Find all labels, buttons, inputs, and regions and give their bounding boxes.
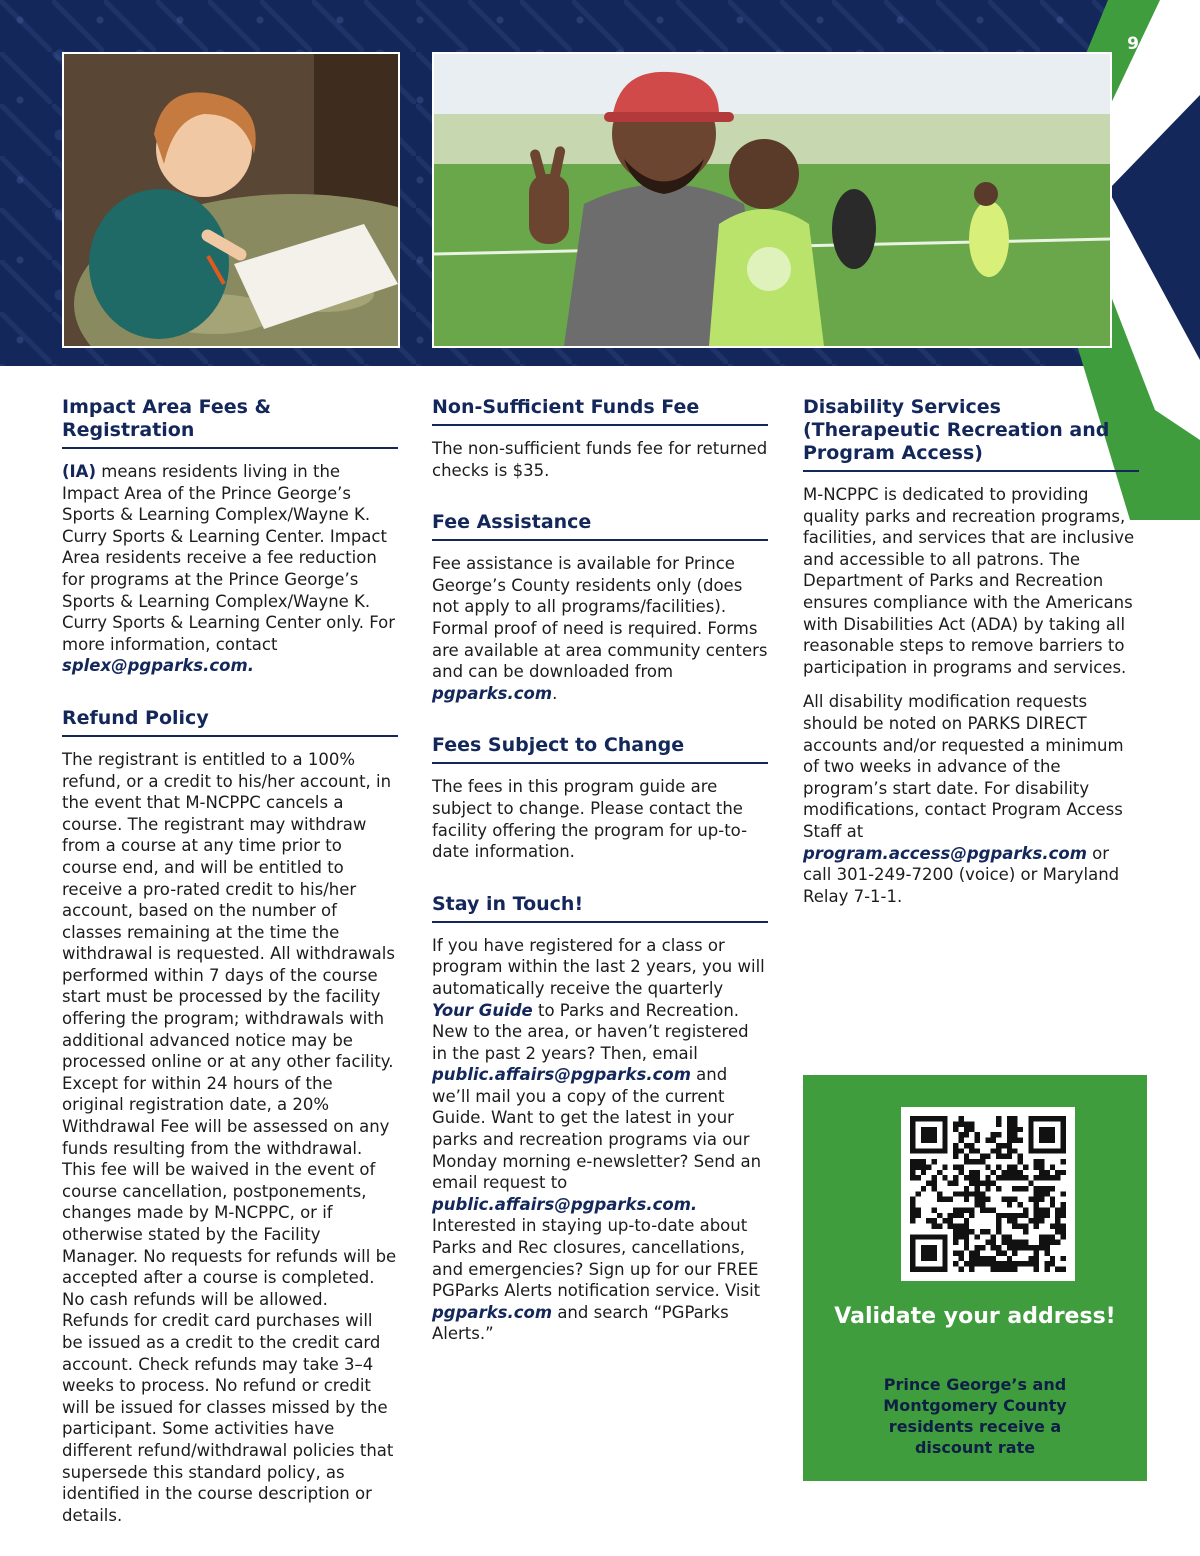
column-right (803, 396, 1139, 937)
splex-email-link[interactable]: splex@pgparks.com. (62, 656, 254, 676)
public-affairs-email-link[interactable]: public.affairs@pgparks.com (432, 1065, 691, 1085)
disability-services-section (803, 396, 1139, 907)
column-left (62, 396, 398, 1556)
disability-body-3: or call 301-249-7200 (voice) or Maryland Relay 7-1-1. (803, 843, 1120, 906)
impact-area-heading: Impact Area Fees & Registration (62, 396, 398, 449)
public-affairs-email-link-2[interactable]: public.affairs@pgparks.com. (432, 1194, 698, 1214)
fee-assistance-heading: Fee Assistance (432, 511, 768, 541)
pgparks-link[interactable]: pgparks.com (432, 683, 553, 703)
fees-change-section (432, 734, 768, 862)
father-son-field-photo (432, 52, 1112, 348)
promo-subtitle: Prince George’s and Montgomery County residents receive a discount rate (883, 1375, 1067, 1457)
ia-abbreviation: (IA) (62, 462, 96, 481)
refund-policy-text: The registrant is entitled to a 100% refund, or a credit to his/her account, in the event that M-NCPPC cancels a course. The registrant may withdraw from a course at any time prior to course end, and will be entitled to receive a pro-rated credit to his/her account, based on the number of classes remaining at the time the withdrawal is requested. All withdrawals performed within 7 days of the course start must be processed by the facility offering the program; withdrawals with additional advanced notice may be processed online or at any other facility. Except for within 24 hours of the original registration date, a 20% Withdrawal Fee will be assessed on any funds resulting from the withdrawal. This fee will be waived in the event of course cancellation, postponements, changes made by M-NCPPC, or if otherwise stated by the Facility Manager. No requests for refunds will be accepted after a course is completed. No cash refunds will be allowed. Refunds for credit card purchases will be issued as a credit to the credit card account. Check refunds may take 3–4 weeks to process. No refund or credit will be issued for classes missed by the participant. Some activities have different refund/withdrawal policies that supersede this standard policy, as identified in the course description or details. (62, 749, 397, 1525)
validate-address-promo (803, 1075, 1147, 1481)
disability-services-heading: Disability Services (Therapeutic Recreation and Program Access) (803, 396, 1139, 472)
touch-text-4: Interested in staying up-to-date about Parks and Rec closures, cancellations, and emergencies? Sign up for our FREE PGParks Alerts notification service. Visit (432, 1216, 761, 1301)
impact-area-body: means residents living in the Impact Area of the Prince George’s Sports & Learning Complex/Wayne K. Curry Sports & Learning Center. Impact Area residents receive a fee reduction for programs at the Prince George’s Sports & Learning Complex/Wayne K. Curry Sports & Learning Center only. For more information, contact (62, 462, 395, 654)
your-guide-title: Your Guide (432, 1000, 533, 1020)
refund-policy-heading: Refund Policy (62, 707, 398, 737)
fee-assistance-text (432, 553, 768, 704)
child-coloring-photo (62, 52, 400, 348)
fees-change-heading: Fees Subject to Change (432, 734, 768, 764)
page-number: 9 (1127, 34, 1139, 54)
stay-in-touch-text (432, 935, 768, 1345)
refund-policy-section (62, 707, 398, 1526)
disability-body-2: All disability modification requests should be noted on PARKS DIRECT accounts and/or requested a minimum of two weeks in advance of the program’s start date. For disability modifications, contact Program Access Staff at (803, 692, 1124, 841)
promo-title: Validate your address! (834, 1304, 1116, 1329)
disability-text-1: M-NCPPC is dedicated to providing quality parks and recreation programs, facilities, and services that are inclusive and accessible to all patrons. The Department of Parks and Recreation ensures compliance with the Americans with Disabilities Act (ADA) by taking all reasonable steps to remove barriers to participation in programs and services. (803, 485, 1135, 677)
impact-area-text (62, 461, 398, 677)
nsf-heading: Non-Sufficient Funds Fee (432, 396, 768, 426)
touch-text-3: and we’ll mail you a copy of the current Guide. Want to get the latest in your parks and recreation programs via our Monday morning e-newsletter? Send an email request to (432, 1065, 762, 1193)
nsf-text: The non-sufficient funds fee for returned checks is $35. (432, 439, 768, 480)
touch-text-2: to Parks and Recreation. New to the area, or haven’t registered in the past 2 years? Then, email (432, 1000, 749, 1063)
stay-in-touch-heading: Stay in Touch! (432, 893, 768, 923)
fees-change-text: The fees in this program guide are subject to change. Please contact the facility offering the program for up-to-date information. (432, 777, 748, 862)
touch-text-5: and search “PGParks Alerts.” (432, 1302, 729, 1344)
impact-area-section (62, 396, 398, 677)
disability-text-2 (803, 691, 1139, 907)
fee-assistance-body: Fee assistance is available for Prince George’s County residents only (does not apply to all programs/facilities). Formal proof of need is required. Forms are available at area community centers and can be downloaded from (432, 554, 768, 682)
fee-assistance-section (432, 511, 768, 704)
program-access-email-link[interactable]: program.access@pgparks.com (803, 843, 1087, 863)
qr-code-icon[interactable] (901, 1107, 1075, 1281)
pgparks-alerts-link[interactable]: pgparks.com (432, 1302, 553, 1322)
nsf-section (432, 396, 768, 481)
touch-text-1: If you have registered for a class or program within the last 2 years, you will automatically receive the quarterly (432, 935, 765, 998)
fee-assistance-end: . (552, 683, 558, 703)
column-middle (432, 396, 768, 1375)
stay-in-touch-section (432, 893, 768, 1345)
